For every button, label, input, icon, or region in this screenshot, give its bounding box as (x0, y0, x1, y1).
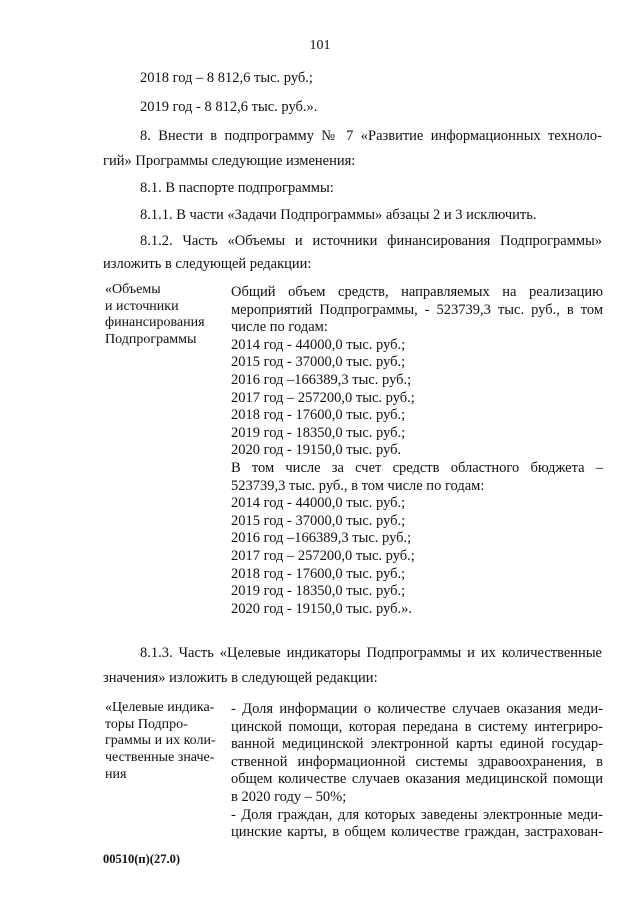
table1-year-line: 2018 год - 17600,0 тыс. руб.; (231, 565, 406, 582)
paragraph-8-1: 8.1. В паспорте подпрограммы: (140, 180, 334, 196)
table1-year-line: 2015 год - 37000,0 тыс. руб.; (231, 512, 406, 529)
paragraph-8-1-2-line-1: 8.1.2. Часть «Объемы и источники финансирования Подпрограммы» (140, 233, 602, 249)
page-number: 101 (309, 38, 331, 53)
document-code: 00510(п)(27.0) (103, 852, 180, 866)
table1-left-line: «Объемы (105, 282, 161, 297)
paragraph-2018: 2018 год – 8 812,6 тыс. руб.; (140, 70, 313, 86)
table2-left-line: ния (105, 766, 127, 782)
table1-year-line: 2019 год - 18350,0 тыс. руб.; (231, 583, 406, 600)
table2-right-line: - Доля граждан, для которых заведены электронные меди- (231, 806, 603, 823)
table1-mid-line: 523739,3 тыс. руб., в том числе по годам: (231, 477, 485, 494)
table1-left-cell (105, 282, 220, 348)
table1-year-line: 2016 год –166389,3 тыс. руб.; (231, 530, 412, 547)
table2-right-line: - Доля информации о количестве случаев оказания меди- (231, 701, 603, 717)
table1-left-line: Подпрограммы (105, 331, 197, 347)
table1-left-line: финансирования (105, 315, 205, 330)
table2-left-line: торы Подпро- (105, 716, 188, 732)
table1-year-line: 2014 год - 44000,0 тыс. руб.; (231, 495, 406, 512)
table2-left-line: «Целевые индика- (105, 700, 215, 715)
paragraph-8-1-3-line-1: 8.1.3. Часть «Целевые индикаторы Подпрограммы и их количественные (140, 645, 602, 661)
table1-mid-line: В том числе за счет средств областного бюджета – (231, 459, 603, 476)
table2-right-line: цинские карты, в общем количестве граждан, застрахован- (231, 824, 603, 841)
table1-year-line: 2018 год - 17600,0 тыс. руб.; (231, 407, 406, 424)
table1-year-line: 2017 год – 257200,0 тыс. руб.; (231, 389, 415, 406)
table2-right-cell (231, 701, 603, 842)
table1-year-line: 2020 год - 19150,0 тыс. руб.». (231, 600, 413, 617)
table2-right-line: общем количестве случаев оказания медицинской помощи (231, 771, 603, 788)
table1-year-line: 2019 год - 18350,0 тыс. руб.; (231, 424, 406, 441)
table2-right-line: в 2020 году – 50%; (231, 788, 347, 805)
paragraph-8-1-3-line-2: значения» изложить в следующей редакции: (103, 670, 378, 686)
table1-year-line: 2017 год – 257200,0 тыс. руб.; (231, 547, 415, 564)
table1-intro-line: Общий объем средств, направляемых на реализацию (231, 284, 603, 300)
paragraph-8-line-2: гий» Программы следующие изменения: (103, 153, 356, 169)
table1-year-line: 2020 год - 19150,0 тыс. руб. (231, 442, 402, 459)
table1-intro-line: мероприятий Подпрограммы, - 523739,3 тыс. руб., в том (231, 301, 603, 318)
paragraph-8-line-1: 8. Внести в подпрограмму № 7 «Развитие информационных техноло- (140, 128, 602, 144)
table2-left-cell (105, 700, 225, 784)
table1-year-line: 2016 год –166389,3 тыс. руб.; (231, 371, 412, 388)
table2-left-line: чественные значе- (105, 750, 215, 766)
paragraph-8-1-2-line-2: изложить в следующей редакции: (103, 256, 312, 272)
table1-right-cell (231, 284, 603, 618)
paragraph-2019: 2019 год - 8 812,6 тыс. руб.». (140, 99, 318, 115)
table1-year-line: 2014 год - 44000,0 тыс. руб.; (231, 336, 406, 353)
table1-left-line: и источники (105, 298, 179, 314)
table2-right-line: ственной информационной системы здравоохранения, в (231, 753, 603, 770)
table1-year-line: 2015 год - 37000,0 тыс. руб.; (231, 354, 406, 371)
table1-intro-line: числе по годам: (231, 319, 328, 336)
table2-left-line: граммы и их коли- (105, 733, 216, 749)
table2-right-line: ванной медицинской электронной карты единой государ- (231, 736, 603, 753)
table2-right-line: цинской помощи, которая передана в систему интегриро- (231, 718, 603, 735)
paragraph-8-1-1: 8.1.1. В части «Задачи Подпрограммы» абзацы 2 и 3 исключить. (140, 207, 537, 223)
